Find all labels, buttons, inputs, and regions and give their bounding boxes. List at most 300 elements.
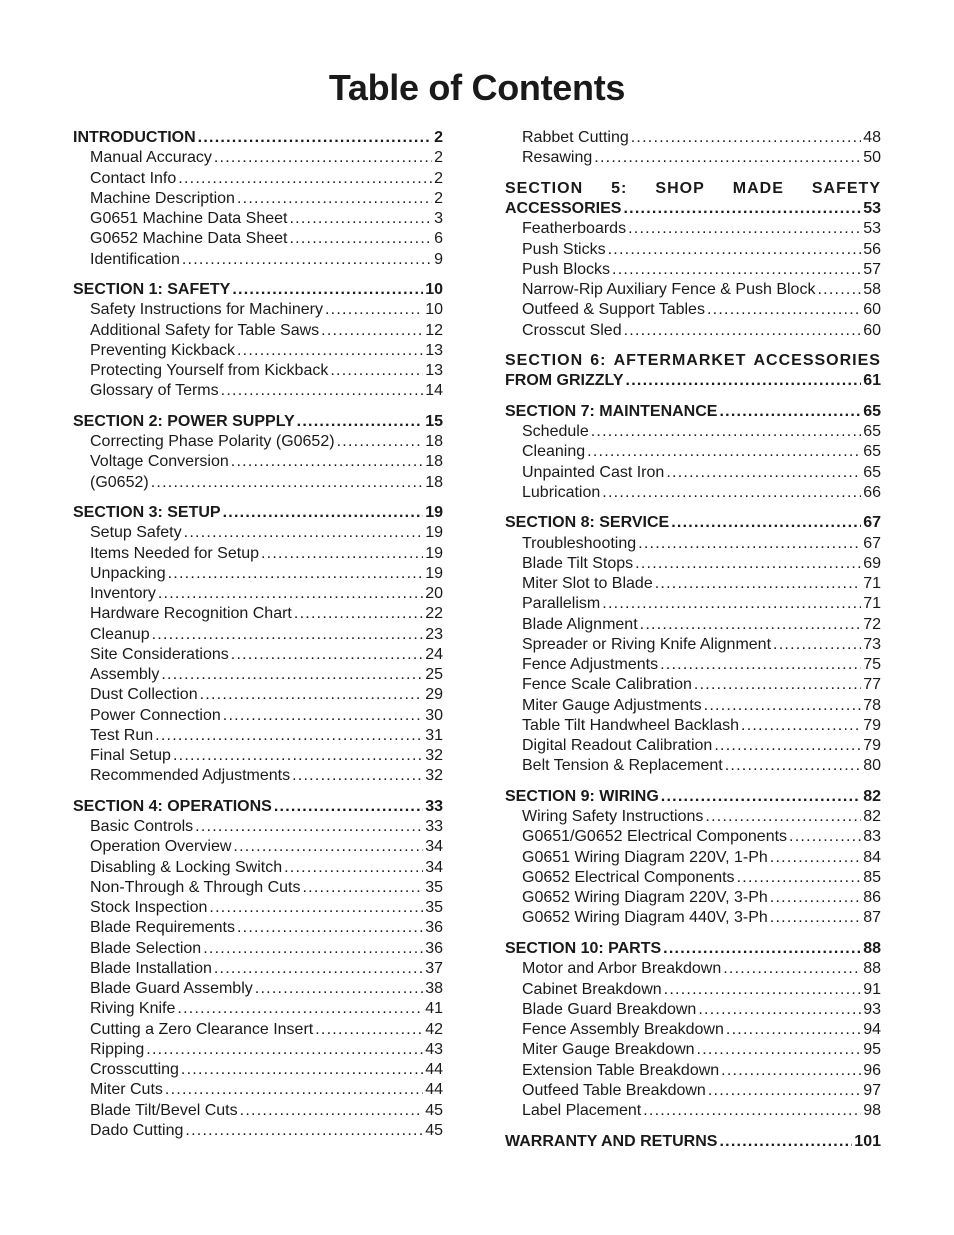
dot-leader xyxy=(289,229,432,249)
dot-leader xyxy=(663,939,861,959)
toc-entry-label: Cleanup xyxy=(90,625,150,643)
toc-entry[interactable] xyxy=(73,361,443,381)
toc-page-number: 101 xyxy=(854,1132,881,1150)
toc-entry[interactable] xyxy=(73,321,443,341)
toc-entry[interactable] xyxy=(505,321,881,341)
toc-entry-label: G0652 Electrical Components xyxy=(522,868,735,886)
dot-leader xyxy=(232,280,423,300)
toc-entry[interactable] xyxy=(505,888,881,908)
dot-leader xyxy=(223,706,423,726)
toc-page-number: 43 xyxy=(425,1040,443,1058)
toc-entry-label: Basic Controls xyxy=(90,818,194,836)
toc-entry[interactable] xyxy=(505,442,881,462)
dot-leader xyxy=(666,463,861,483)
dot-leader xyxy=(628,219,861,239)
toc-entry-label: Dado Cutting xyxy=(90,1121,184,1139)
toc-page-number: 80 xyxy=(863,757,881,775)
toc-entry-label: Power Connection xyxy=(90,706,221,724)
toc-entry[interactable] xyxy=(505,827,881,847)
toc-page-number: 13 xyxy=(425,341,443,359)
toc-entry[interactable] xyxy=(73,1020,443,1040)
toc-entry[interactable] xyxy=(505,463,881,483)
toc-entry[interactable] xyxy=(73,209,443,229)
toc-entry-label: Lubrication xyxy=(522,483,601,501)
dot-leader xyxy=(608,240,862,260)
toc-entry[interactable] xyxy=(505,696,881,716)
toc-page-number: 88 xyxy=(863,960,881,978)
dot-leader xyxy=(200,685,424,705)
toc-page-number: 19 xyxy=(425,544,443,562)
toc-entry[interactable] xyxy=(73,979,443,999)
toc-entry[interactable] xyxy=(505,756,881,776)
toc-entry[interactable] xyxy=(505,148,881,168)
toc-entry[interactable] xyxy=(505,1061,881,1081)
toc-section xyxy=(505,787,881,929)
dot-leader xyxy=(612,260,861,280)
dot-leader xyxy=(173,746,423,766)
dot-leader xyxy=(261,544,423,564)
dot-leader xyxy=(177,999,423,1019)
toc-entry-label: SECTION 10: PARTS xyxy=(505,940,662,958)
toc-entry[interactable] xyxy=(73,523,443,543)
dot-leader xyxy=(594,148,861,168)
dot-leader xyxy=(741,716,861,736)
toc-entry-label: Spreader or Riving Knife Alignment xyxy=(522,635,772,653)
toc-page-number: 14 xyxy=(425,382,443,400)
toc-entry[interactable] xyxy=(505,554,881,574)
toc-entry[interactable] xyxy=(505,980,881,1000)
toc-entry[interactable] xyxy=(73,432,443,452)
toc-section-heading[interactable] xyxy=(73,797,443,817)
toc-page-number: 6 xyxy=(434,230,443,248)
toc-page-number: 93 xyxy=(863,1000,881,1018)
toc-entry-label: Crosscut Sled xyxy=(522,321,622,339)
toc-entry-label: Push Blocks xyxy=(522,260,611,278)
toc-section-heading[interactable] xyxy=(505,1132,881,1152)
toc-entry[interactable] xyxy=(73,1080,443,1100)
dot-leader xyxy=(704,696,862,716)
toc-entry[interactable] xyxy=(505,422,881,442)
toc-entry-label: Motor and Arbor Breakdown xyxy=(522,960,722,978)
toc-section-heading[interactable] xyxy=(73,280,443,300)
toc-entry-label: Label Placement xyxy=(522,1102,642,1120)
toc-page-number: 2 xyxy=(434,189,443,207)
toc-section-heading[interactable] xyxy=(505,179,881,220)
toc-section-heading[interactable] xyxy=(73,412,443,432)
toc-section-heading[interactable] xyxy=(505,939,881,959)
toc-entry[interactable] xyxy=(73,544,443,564)
toc-entry[interactable] xyxy=(73,341,443,361)
toc-entry-label: Items Needed for Setup xyxy=(90,544,259,562)
toc-page-number: 35 xyxy=(425,878,443,896)
toc-section xyxy=(505,513,881,776)
dot-leader xyxy=(237,918,423,938)
toc-entry[interactable] xyxy=(73,564,443,584)
toc-entry-label: Table Tilt Handwheel Backlash xyxy=(522,716,740,734)
toc-page-number: 20 xyxy=(425,585,443,603)
dot-leader xyxy=(146,1040,423,1060)
toc-entry[interactable] xyxy=(505,1081,881,1101)
dot-leader xyxy=(624,321,862,341)
dot-leader xyxy=(697,1040,862,1060)
dot-leader xyxy=(240,1101,424,1121)
toc-page-number: 60 xyxy=(863,321,881,339)
toc-entry-label: Assembly xyxy=(90,666,160,684)
toc-page-number: 65 xyxy=(863,402,881,420)
toc-heading-word: SHOP xyxy=(655,179,705,197)
toc-page-number: 10 xyxy=(425,281,443,299)
toc-entry-label: FROM GRIZZLY xyxy=(505,372,624,390)
toc-entry[interactable] xyxy=(505,1040,881,1060)
toc-entry-label: Cabinet Breakdown xyxy=(522,980,662,998)
toc-entry[interactable] xyxy=(73,1040,443,1060)
toc-page-number: 77 xyxy=(863,676,881,694)
toc-entry-label: Additional Safety for Table Saws xyxy=(90,321,320,339)
dot-leader xyxy=(195,817,423,837)
toc-entry-label: Wiring Safety Instructions xyxy=(522,808,704,826)
toc-entry-label: Push Sticks xyxy=(522,240,606,258)
toc-entry[interactable] xyxy=(505,128,881,148)
dot-leader xyxy=(209,898,423,918)
toc-entry[interactable] xyxy=(505,848,881,868)
toc-entry-label: Miter Slot to Blade xyxy=(522,575,653,593)
toc-entry-label: Voltage Conversion xyxy=(90,453,229,471)
toc-heading-word: ACCESSORIES xyxy=(753,352,881,370)
toc-section-heading[interactable] xyxy=(505,351,881,392)
toc-entry[interactable] xyxy=(505,280,881,300)
dot-leader xyxy=(255,979,423,999)
toc-heading-line1 xyxy=(505,351,881,371)
dot-leader xyxy=(638,534,861,554)
toc-entry-label: Machine Description xyxy=(90,189,235,207)
toc-entry[interactable] xyxy=(73,229,443,249)
dot-leader xyxy=(643,1101,861,1121)
toc-page-number: 45 xyxy=(425,1121,443,1139)
toc-entry[interactable] xyxy=(73,766,443,786)
toc-page-number: 97 xyxy=(863,1081,881,1099)
toc-section xyxy=(73,280,443,402)
dot-leader xyxy=(661,787,861,807)
toc-page-number: 10 xyxy=(425,301,443,319)
toc-section xyxy=(73,412,443,493)
toc-entry-label: Preventing Kickback xyxy=(90,341,235,359)
toc-entry-label: Narrow-Rip Auxiliary Fence & Push Block xyxy=(522,281,816,299)
dot-leader xyxy=(289,209,432,229)
toc-entry-label: Fence Adjustments xyxy=(522,656,659,674)
dot-leader xyxy=(223,503,424,523)
toc-entry[interactable] xyxy=(505,959,881,979)
toc-entry-label: SECTION 2: POWER SUPPLY xyxy=(73,412,295,430)
toc-entry-label: Inventory xyxy=(90,585,156,603)
toc-left-column xyxy=(73,128,443,1151)
dot-leader xyxy=(221,381,424,401)
toc-page-number: 2 xyxy=(434,149,443,167)
toc-heading-word: SAFETY xyxy=(811,179,881,197)
dot-leader xyxy=(203,939,423,959)
toc-entry[interactable] xyxy=(505,615,881,635)
toc-page-number: 36 xyxy=(425,919,443,937)
dot-leader xyxy=(635,554,861,574)
toc-page-number: 73 xyxy=(863,635,881,653)
toc-entry-label: Blade Tilt Stops xyxy=(522,554,634,572)
dot-leader xyxy=(231,452,423,472)
dot-leader xyxy=(152,625,424,645)
toc-entry[interactable] xyxy=(505,240,881,260)
dot-leader xyxy=(587,442,861,462)
toc-page-number: 42 xyxy=(425,1020,443,1038)
toc-entry[interactable] xyxy=(505,534,881,554)
dot-leader xyxy=(178,169,432,189)
toc-entry-label: Miter Cuts xyxy=(90,1081,163,1099)
toc-entry[interactable] xyxy=(73,148,443,168)
toc-entry-label: Outfeed & Support Tables xyxy=(522,301,705,319)
toc-section-heading[interactable] xyxy=(505,787,881,807)
toc-entry[interactable] xyxy=(505,1000,881,1020)
dot-leader xyxy=(817,280,861,300)
toc-entry-label: Blade Guard Assembly xyxy=(90,980,253,998)
toc-section-heading[interactable] xyxy=(505,402,881,422)
toc-page-number: 22 xyxy=(425,605,443,623)
toc-entry-label: Digital Readout Calibration xyxy=(522,737,713,755)
toc-page-number: 61 xyxy=(863,372,881,390)
toc-heading-line1 xyxy=(505,179,881,199)
toc-entry[interactable] xyxy=(505,300,881,320)
dot-leader xyxy=(158,584,423,604)
toc-entry-label: Cutting a Zero Clearance Insert xyxy=(90,1020,314,1038)
toc-entry[interactable] xyxy=(73,452,443,472)
toc-entry[interactable] xyxy=(73,604,443,624)
toc-entry[interactable] xyxy=(73,473,443,493)
toc-entry[interactable] xyxy=(73,939,443,959)
toc-entry-label: Blade Selection xyxy=(90,939,202,957)
toc-section xyxy=(73,797,443,1141)
toc-page-number: 96 xyxy=(863,1061,881,1079)
toc-heading-word: 5: xyxy=(611,179,628,197)
dot-leader xyxy=(302,878,423,898)
toc-entry[interactable] xyxy=(73,959,443,979)
toc-entry-label: Blade Alignment xyxy=(522,615,638,633)
dot-leader xyxy=(181,1060,423,1080)
toc-entry-label: Operation Overview xyxy=(90,838,232,856)
toc-page-number: 56 xyxy=(863,240,881,258)
toc-entry-label: Rabbet Cutting xyxy=(522,129,629,146)
dot-leader xyxy=(725,756,861,776)
toc-entry-label: SECTION 4: OPERATIONS xyxy=(73,797,272,815)
toc-page-number: 44 xyxy=(425,1061,443,1079)
toc-entry-label: Cleaning xyxy=(522,443,586,461)
toc-page-number: 58 xyxy=(863,281,881,299)
toc-entry[interactable] xyxy=(73,878,443,898)
toc-section xyxy=(505,351,881,392)
toc-entry[interactable] xyxy=(73,645,443,665)
toc-section-heading[interactable] xyxy=(505,513,881,533)
toc-entry[interactable] xyxy=(73,858,443,878)
dot-leader xyxy=(705,807,861,827)
toc-page-number: 48 xyxy=(863,129,881,146)
toc-entry-label: Safety Instructions for Machinery xyxy=(90,301,323,319)
toc-entry[interactable] xyxy=(505,736,881,756)
toc-entry-label: Hardware Recognition Chart xyxy=(90,605,292,623)
toc-section-heading[interactable] xyxy=(73,503,443,523)
toc-page-number: 98 xyxy=(863,1102,881,1120)
toc-entry-label: Miter Gauge Adjustments xyxy=(522,696,702,714)
dot-leader xyxy=(726,1020,861,1040)
dot-leader xyxy=(789,827,861,847)
toc-entry[interactable] xyxy=(505,655,881,675)
toc-page-number: 82 xyxy=(863,808,881,826)
toc-entry[interactable] xyxy=(505,594,881,614)
toc-page-number: 87 xyxy=(863,909,881,927)
toc-entry[interactable] xyxy=(505,260,881,280)
toc-entry-label: SECTION 9: WIRING xyxy=(505,787,659,805)
dot-leader xyxy=(671,513,861,533)
dot-leader xyxy=(626,371,862,391)
toc-entry[interactable] xyxy=(73,726,443,746)
toc-page-number: 83 xyxy=(863,828,881,846)
toc-entry[interactable] xyxy=(505,1101,881,1121)
dot-leader xyxy=(708,1081,861,1101)
toc-heading-word: 6: xyxy=(590,352,607,370)
toc-page-number: 79 xyxy=(863,716,881,734)
toc-entry[interactable] xyxy=(505,908,881,928)
dot-leader xyxy=(631,128,861,148)
toc-page-number: 32 xyxy=(425,767,443,785)
toc-page-number: 65 xyxy=(863,423,881,441)
toc-entry[interactable] xyxy=(505,807,881,827)
toc-entry[interactable] xyxy=(505,716,881,736)
toc-section xyxy=(505,179,881,341)
dot-leader xyxy=(198,128,432,148)
toc-entry-label: Blade Requirements xyxy=(90,919,235,937)
toc-entry[interactable] xyxy=(73,584,443,604)
dot-leader xyxy=(325,300,423,320)
toc-heading-word: AFTERMARKET xyxy=(613,352,747,370)
toc-page-number: 13 xyxy=(425,362,443,380)
toc-entry[interactable] xyxy=(505,1020,881,1040)
toc-entry[interactable] xyxy=(505,675,881,695)
dot-leader xyxy=(165,1080,423,1100)
toc-entry-label: Fence Assembly Breakdown xyxy=(522,1021,724,1039)
toc-page-number: 53 xyxy=(863,200,881,218)
toc-page-number: 53 xyxy=(863,220,881,238)
toc-page-number: 29 xyxy=(425,686,443,704)
dot-leader xyxy=(719,402,861,422)
toc-entry[interactable] xyxy=(73,898,443,918)
toc-page-number: 3 xyxy=(434,210,443,227)
toc-entry[interactable] xyxy=(73,746,443,766)
dot-leader xyxy=(623,199,861,219)
toc-page-number: 50 xyxy=(863,149,881,167)
toc-page-number: 71 xyxy=(863,595,881,613)
dot-leader xyxy=(737,868,862,888)
dot-leader xyxy=(723,959,861,979)
toc-entry-label: Blade Guard Breakdown xyxy=(522,1000,697,1018)
toc-entry[interactable] xyxy=(73,665,443,685)
toc-heading-line2[interactable] xyxy=(505,199,881,219)
toc-entry[interactable] xyxy=(73,1121,443,1141)
toc-page-number: 88 xyxy=(863,940,881,958)
toc-page-number: 84 xyxy=(863,848,881,866)
toc-entry-label: Troubleshooting xyxy=(522,534,637,552)
toc-page-number: 78 xyxy=(863,696,881,714)
toc-entry[interactable] xyxy=(505,635,881,655)
dot-leader xyxy=(602,594,861,614)
toc-entry-label: G0651 Wiring Diagram 220V, 1-Ph xyxy=(522,848,768,866)
toc-entry[interactable] xyxy=(505,868,881,888)
toc-section xyxy=(505,128,881,169)
toc-entry[interactable] xyxy=(73,918,443,938)
toc-page-number: 71 xyxy=(863,575,881,593)
toc-entry-label: Outfeed Table Breakdown xyxy=(522,1081,706,1099)
toc-entry-label: Glossary of Terms xyxy=(90,382,219,400)
toc-page-number: 35 xyxy=(425,899,443,917)
toc-page-number: 12 xyxy=(425,321,443,339)
toc-page-number: 45 xyxy=(425,1101,443,1119)
toc-entry[interactable] xyxy=(73,685,443,705)
dot-leader xyxy=(284,858,423,878)
toc-page-number: 18 xyxy=(425,453,443,471)
toc-heading-word: MADE xyxy=(732,179,784,197)
toc-heading-line2[interactable] xyxy=(505,371,881,391)
toc-entry[interactable] xyxy=(73,837,443,857)
toc-entry-label: Non-Through & Through Cuts xyxy=(90,878,301,896)
toc-page-number: 37 xyxy=(425,959,443,977)
dot-leader xyxy=(274,797,423,817)
dot-leader xyxy=(155,726,423,746)
toc-entry-label: SECTION 8: SERVICE xyxy=(505,514,670,532)
dot-leader xyxy=(640,615,862,635)
toc-entry[interactable] xyxy=(73,625,443,645)
toc-entry[interactable] xyxy=(73,169,443,189)
toc-section-heading[interactable] xyxy=(73,128,443,148)
dot-leader xyxy=(185,1121,423,1141)
dot-leader xyxy=(719,1132,852,1152)
dot-leader xyxy=(330,361,423,381)
toc-entry[interactable] xyxy=(73,250,443,270)
dot-leader xyxy=(337,432,424,452)
toc-page-number: 15 xyxy=(425,412,443,430)
toc-entry[interactable] xyxy=(73,817,443,837)
toc-page-number: 38 xyxy=(425,980,443,998)
dot-leader xyxy=(237,341,423,361)
toc-entry[interactable] xyxy=(505,574,881,594)
toc-entry[interactable] xyxy=(505,219,881,239)
toc-page-number: 86 xyxy=(863,889,881,907)
toc-entry[interactable] xyxy=(73,381,443,401)
toc-entry[interactable] xyxy=(73,189,443,209)
toc-entry[interactable] xyxy=(73,1101,443,1121)
toc-entry[interactable] xyxy=(73,999,443,1019)
toc-entry-label: Final Setup xyxy=(90,747,171,765)
toc-entry-label: Parallelism xyxy=(522,595,601,613)
dot-leader xyxy=(151,473,424,493)
dot-leader xyxy=(770,888,861,908)
dot-leader xyxy=(182,250,432,270)
toc-heading-word: SECTION xyxy=(505,352,584,370)
toc-page-number: 91 xyxy=(863,980,881,998)
toc-page-number: 34 xyxy=(425,838,443,856)
toc-entry[interactable] xyxy=(73,1060,443,1080)
dot-leader xyxy=(721,1061,861,1081)
toc-entry-label: Unpacking xyxy=(90,564,166,582)
toc-entry-label: Test Run xyxy=(90,726,154,744)
toc-entry-label: Extension Table Breakdown xyxy=(522,1061,720,1079)
toc-entry[interactable] xyxy=(73,706,443,726)
toc-entry-label: Correcting Phase Polarity (G0652) xyxy=(90,433,335,451)
toc-entry-label: Identification xyxy=(90,250,180,268)
toc-entry[interactable] xyxy=(73,300,443,320)
toc-entry[interactable] xyxy=(505,483,881,503)
